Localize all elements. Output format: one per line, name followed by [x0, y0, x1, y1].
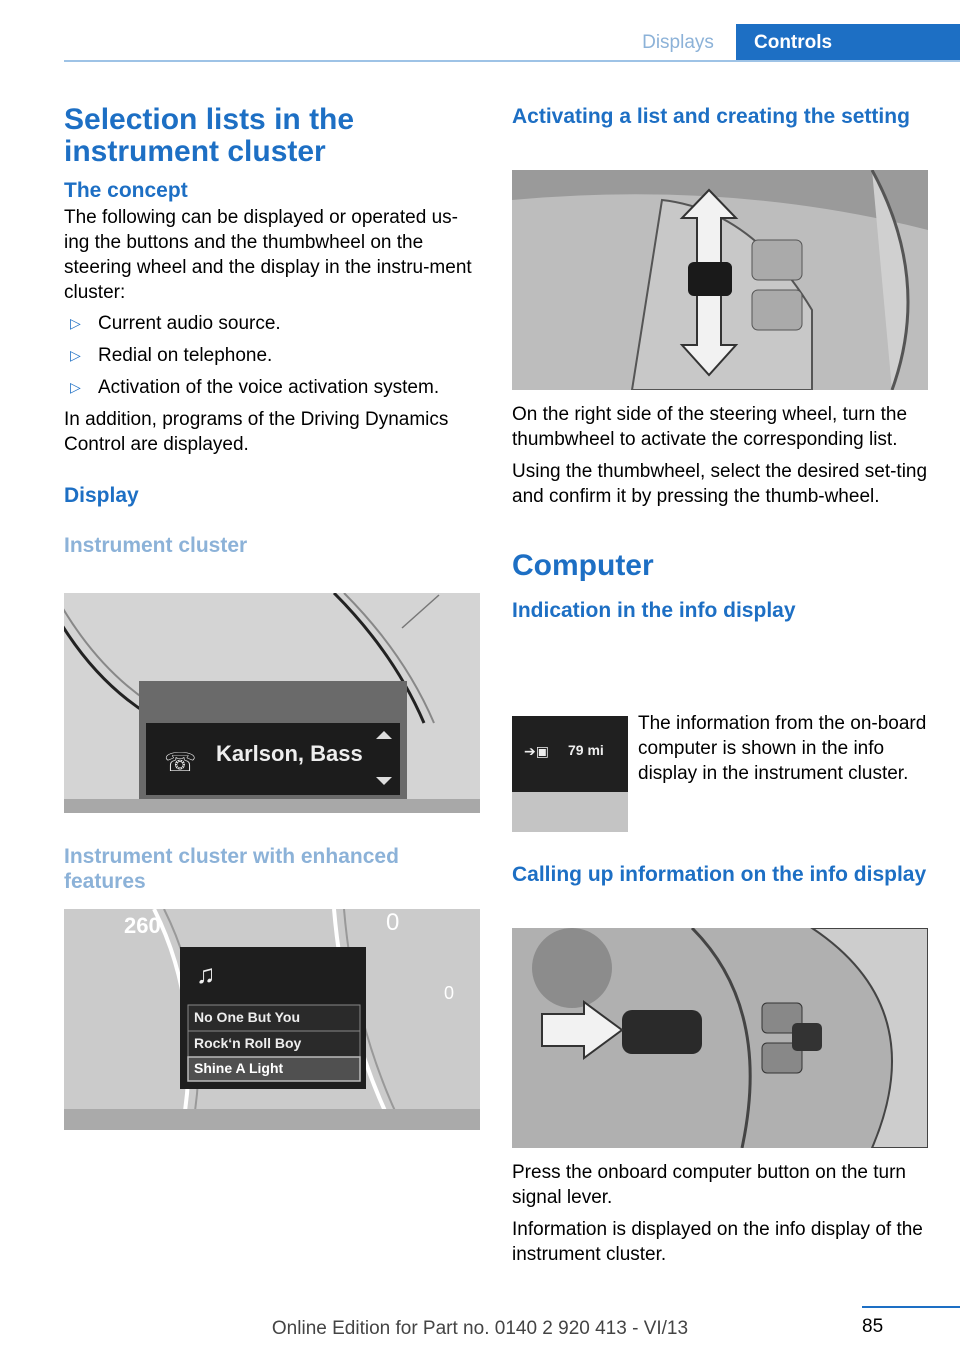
contact-name: Karlson, Bass	[216, 741, 363, 766]
display-heading: Display	[64, 484, 139, 507]
calling-text-1: Press the onboard computer button on the turn signal lever.	[512, 1162, 906, 1208]
page-title: Selection lists in the instrument cluster	[64, 103, 355, 168]
steering-wheel-image	[512, 170, 928, 390]
enhanced-heading: Instrument cluster with enhanced features	[64, 845, 399, 893]
steering-wheel-illustration	[512, 170, 928, 390]
page-number: 85	[862, 1316, 884, 1337]
list-item	[64, 311, 482, 336]
indication-text: The information from the on‐board computer is shown in the info display in the instrument cluster.	[638, 713, 927, 784]
bullet-list	[64, 311, 482, 400]
triangle-bullet-icon: ▷	[70, 315, 81, 331]
phone-icon: ☏	[164, 747, 197, 777]
instrument-cluster-illustration	[64, 593, 480, 813]
instrument-cluster-heading: Instrument cluster	[64, 534, 248, 557]
header-divider	[64, 60, 960, 62]
bullet-text: Current audio source.	[98, 313, 281, 334]
addition-text: In addition, programs of the Driving Dynamics Control are displayed.	[64, 409, 449, 455]
gauge-mark-0: 0	[444, 983, 455, 1003]
triangle-bullet-icon: ▷	[70, 347, 81, 363]
footer-divider	[862, 1306, 960, 1308]
calling-text-2: Information is displayed on the info display of the instrument cluster.	[512, 1219, 923, 1265]
bullet-text: Redial on telephone.	[98, 345, 273, 366]
list-item-selected: Shine A Light	[194, 1060, 284, 1076]
speed-mark-0: 0	[386, 909, 400, 936]
left-column	[64, 104, 482, 558]
footer-edition: Online Edition for Part no. 0140 2 920 413 - VI/13	[271, 1318, 689, 1339]
list-item: Rock‘n Roll Boy	[194, 1035, 302, 1051]
fuel-icon: ➔▣	[524, 743, 549, 759]
triangle-bullet-icon: ▷	[70, 379, 81, 395]
concept-text: The following can be displayed or operated us‐ing the buttons and the thumbwheel on the steering wheel and the display in the instru‐ment cluster:	[64, 207, 472, 303]
enhanced-cluster-image	[64, 909, 480, 1130]
list-item	[64, 343, 482, 368]
right-column	[512, 402, 932, 623]
music-note-icon: ♫	[196, 959, 216, 989]
indication-heading: Indication in the info display	[512, 599, 796, 622]
list-item: No One But You	[194, 1009, 301, 1025]
concept-heading: The concept	[64, 179, 188, 202]
activating-heading: Activating a list and creating the setting	[512, 105, 910, 128]
activating-text-2: Using the thumbwheel, select the desired set‐ting and confirm it by pressing the thumb‐wheel.	[512, 461, 928, 507]
turn-signal-lever-image	[512, 928, 928, 1148]
info-display-illustration	[512, 716, 628, 832]
bullet-text: Activation of the voice activation system.	[98, 377, 440, 398]
computer-heading: Computer	[512, 549, 654, 582]
info-display-image	[512, 716, 628, 832]
list-item	[64, 375, 482, 400]
speed-mark-260: 260	[124, 913, 161, 938]
range-readout: 79 mi	[568, 742, 604, 758]
tab-displays[interactable]: Displays	[642, 32, 714, 53]
turn-signal-lever-illustration	[512, 928, 928, 1148]
activating-text-1: On the right side of the steering wheel, turn the thumbwheel to activate the corresponding list.	[512, 404, 908, 450]
instrument-cluster-image	[64, 593, 480, 813]
calling-heading: Calling up information on the info display	[512, 863, 927, 886]
calling-text-block	[512, 1160, 932, 1267]
tab-controls[interactable]: Controls	[736, 24, 960, 62]
